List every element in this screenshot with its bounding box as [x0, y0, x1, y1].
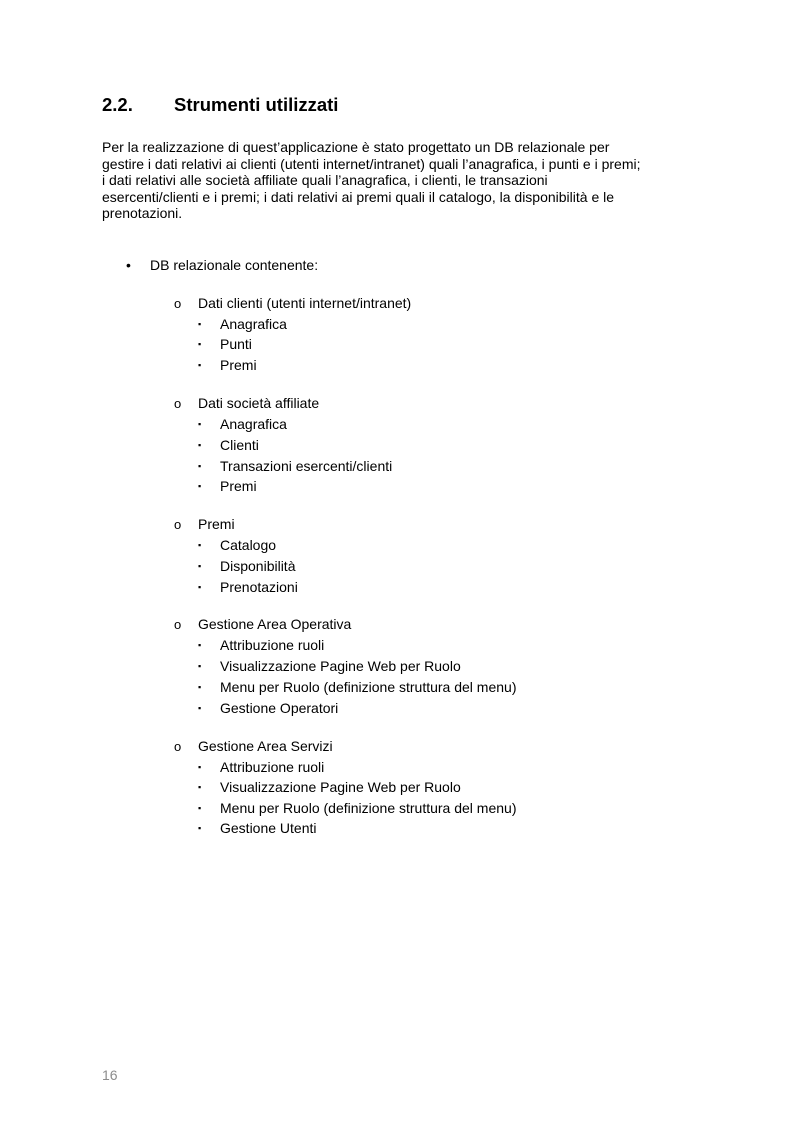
bullet-circle-icon: o	[174, 296, 182, 311]
list-item-text: Anagrafica	[220, 316, 287, 332]
list-item	[198, 820, 317, 836]
list-label: DB relazionale contenente:	[150, 257, 319, 273]
list-item-text: Gestione Operatori	[220, 700, 339, 716]
bullet-square-icon: ▪	[198, 762, 202, 772]
bullet-square-icon: ▪	[198, 703, 202, 713]
bullet-square-icon: ▪	[198, 782, 202, 792]
bullet-square-icon: ▪	[198, 339, 202, 349]
list-item-text: Transazioni esercenti/clienti	[220, 458, 393, 474]
list-item	[198, 679, 517, 695]
bullet-square-icon: ▪	[198, 461, 202, 471]
section-heading	[102, 94, 338, 116]
group-title-text: Gestione Area Servizi	[198, 738, 333, 754]
list-item-db	[126, 257, 318, 273]
list-item-text: Visualizzazione Pagine Web per Ruolo	[220, 779, 461, 795]
bullet-circle-icon: o	[174, 617, 182, 632]
intro-line: gestire i dati relativi ai clienti (utenti internet/intranet) quali l’anagrafica, i punti e i premi;	[102, 155, 641, 172]
group-title-text: Dati clienti (utenti internet/intranet)	[198, 295, 412, 311]
group-title	[174, 395, 319, 412]
list-item	[198, 658, 461, 674]
list-item	[198, 316, 287, 332]
bullet-square-icon: ▪	[198, 803, 202, 813]
list-item	[198, 759, 324, 775]
list-item	[198, 700, 338, 716]
group-title	[174, 516, 235, 533]
bullet-square-icon: ▪	[198, 319, 202, 329]
intro-line: esercenti/clienti e i premi; i dati relativi ai premi quali il catalogo, la disponibilità e le	[102, 188, 615, 205]
bullet-square-icon: ▪	[198, 540, 202, 550]
list-item-text: Menu per Ruolo (definizione struttura del menu)	[220, 800, 517, 816]
list-item-text: Anagrafica	[220, 416, 287, 432]
list-item-text: Prenotazioni	[220, 579, 298, 595]
list-item	[198, 336, 252, 352]
bullet-square-icon: ▪	[198, 481, 202, 491]
list-item	[198, 537, 276, 553]
bullet-circle-icon: o	[174, 739, 182, 754]
list-item	[198, 458, 392, 474]
intro-line: Per la realizzazione di quest’applicazione è stato progettato un DB relazionale per	[102, 139, 610, 155]
intro-line: i dati relativi alle società affiliate quali l’anagrafica, i clienti, le transazioni	[102, 172, 548, 189]
group-title	[174, 738, 333, 755]
group-title-text: Gestione Area Operativa	[198, 616, 352, 632]
list-item	[198, 437, 259, 453]
bullet-square-icon: ▪	[198, 561, 202, 571]
list-item	[198, 800, 517, 816]
section-title: Strumenti utilizzati	[174, 94, 339, 115]
list-item	[198, 779, 461, 795]
list-item	[198, 478, 257, 494]
bullet-square-icon: ▪	[198, 440, 202, 450]
list-item	[198, 558, 295, 574]
section-number: 2.2.	[102, 94, 133, 115]
list-item-text: Attribuzione ruoli	[220, 637, 325, 653]
group-title-text: Dati società affiliate	[198, 395, 320, 411]
list-item-text: Premi	[220, 478, 257, 494]
group-title	[174, 295, 411, 312]
group-title	[174, 616, 351, 633]
group-title-text: Premi	[198, 516, 235, 532]
bullet-square-icon: ▪	[198, 823, 202, 833]
list-item-text: Premi	[220, 357, 257, 373]
bullet-square-icon: ▪	[198, 582, 202, 592]
bullet-square-icon: ▪	[198, 682, 202, 692]
list-item	[198, 357, 257, 373]
bullet-square-icon: ▪	[198, 360, 202, 370]
list-item-text: Disponibilità	[220, 558, 296, 574]
bullet-square-icon: ▪	[198, 661, 202, 671]
bullet-dot-icon: •	[126, 257, 131, 273]
list-item	[198, 637, 324, 653]
list-item-text: Visualizzazione Pagine Web per Ruolo	[220, 658, 461, 674]
bullet-square-icon: ▪	[198, 419, 202, 429]
list-item-text: Gestione Utenti	[220, 820, 317, 836]
list-item-text: Punti	[220, 336, 252, 352]
intro-paragraph	[102, 139, 672, 222]
list-item	[198, 579, 298, 595]
list-item	[198, 416, 287, 432]
list-item-text: Menu per Ruolo (definizione struttura del menu)	[220, 679, 517, 695]
list-item-text: Catalogo	[220, 537, 277, 553]
bullet-circle-icon: o	[174, 396, 182, 411]
intro-line: prenotazioni.	[102, 205, 183, 222]
page-number: 16	[102, 1067, 118, 1083]
list-item-text: Attribuzione ruoli	[220, 759, 325, 775]
list-item-text: Clienti	[220, 437, 259, 453]
bullet-circle-icon: o	[174, 517, 182, 532]
bullet-square-icon: ▪	[198, 640, 202, 650]
